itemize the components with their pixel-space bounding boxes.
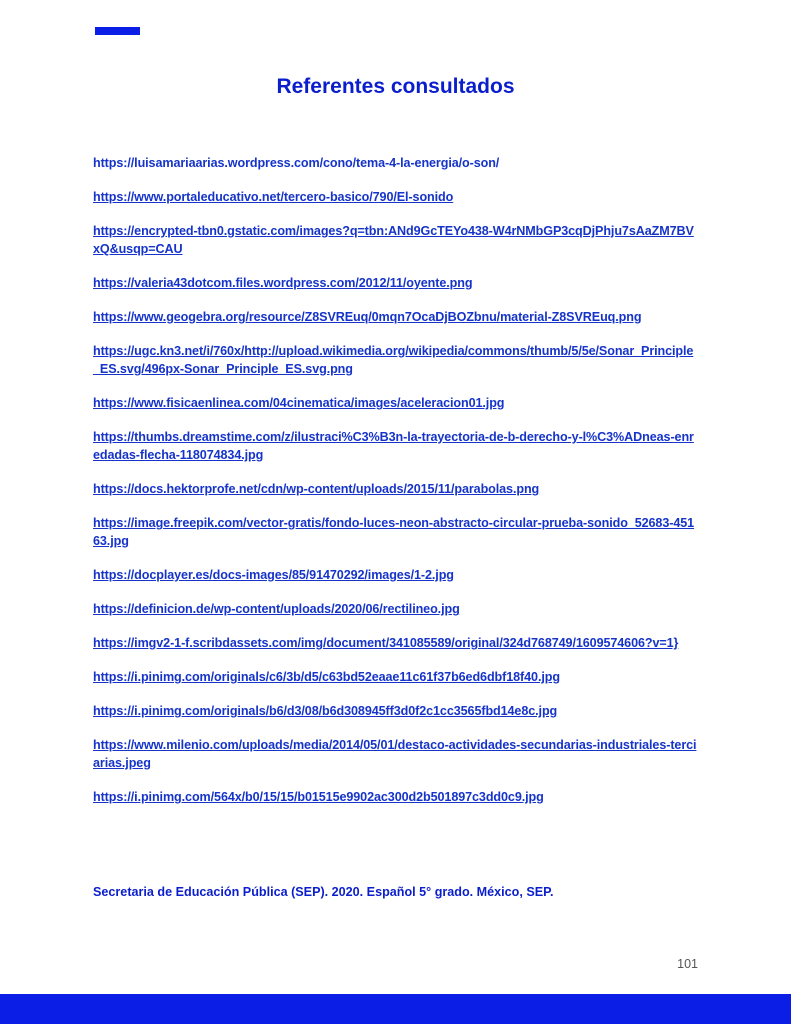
page-title: Referentes consultados [276,75,515,98]
reference-link[interactable]: https://thumbs.dreamstime.com/z/ilustraci%C3%B3n-la-trayectoria-de-b-derecho-y-l%C3%ADneas-enredadas-flecha-118074834.jpg [93,430,694,462]
list-item [93,428,698,464]
reference-link[interactable]: https://definicion.de/wp-content/uploads/2020/06/rectilineo.jpg [93,602,460,616]
reference-link[interactable]: https://valeria43dotcom.files.wordpress.com/2012/11/oyente.png [93,276,473,290]
list-item [93,188,698,206]
reference-list [93,154,698,822]
reference-link[interactable]: https://www.portaleducativo.net/tercero-basico/790/El-sonido [93,190,454,204]
list-item [93,702,698,720]
list-item [93,600,698,618]
bottom-accent-bar [0,994,791,1024]
reference-link[interactable]: https://luisamariaarias.wordpress.com/cono/tema-4-la-energia/o-son/ [93,156,500,170]
list-item [93,342,698,378]
reference-link[interactable]: https://encrypted-tbn0.gstatic.com/images?q=tbn:ANd9GcTEYo438-W4rNMbGP3cqDjPhju7sAaZM7BVxQ&usqp=CAU [93,224,694,256]
page-number: 101 [677,957,698,971]
reference-link[interactable]: https://docplayer.es/docs-images/85/91470292/images/1-2.jpg [93,568,454,582]
list-item [93,634,698,652]
list-item [93,566,698,584]
list-item [93,480,698,498]
reference-link[interactable]: https://imgv2-1-f.scribdassets.com/img/document/341085589/original/324d768749/1609574606?v=1} [93,636,679,650]
reference-link[interactable]: https://image.freepik.com/vector-gratis/fondo-luces-neon-abstracto-circular-prueba-sonido_52683-45163.jpg [93,516,695,548]
reference-link[interactable]: https://www.milenio.com/uploads/media/2014/05/01/destaco-actividades-secundarias-industriales-terciarias.jpeg [93,738,697,770]
reference-link[interactable]: https://i.pinimg.com/originals/b6/d3/08/b6d308945ff3d0f2c1cc3565fbd14e8c.jpg [93,704,558,718]
reference-link[interactable]: https://i.pinimg.com/originals/c6/3b/d5/c63bd52eaae11c61f37b6ed6dbf18f40.jpg [93,670,560,684]
reference-link[interactable]: https://docs.hektorprofe.net/cdn/wp-content/uploads/2015/11/parabolas.png [93,482,540,496]
list-item [93,514,698,550]
list-item [93,668,698,686]
list-item [93,222,698,258]
list-item [93,394,698,412]
list-item [93,736,698,772]
list-item [93,788,698,806]
list-item [93,308,698,326]
reference-link[interactable]: https://www.fisicaenlinea.com/04cinematica/images/aceleracion01.jpg [93,396,505,410]
reference-link[interactable]: https://www.geogebra.org/resource/Z8SVREuq/0mqn7OcaDjBOZbnu/material-Z8SVREuq.png [93,310,642,324]
bibliographic-citation: Secretaria de Educación Pública (SEP). 2020. Español 5° grado. México, SEP. [93,885,554,899]
list-item [93,154,698,172]
top-accent-bar [95,27,140,35]
reference-link[interactable]: https://ugc.kn3.net/i/760x/http://upload.wikimedia.org/wikipedia/commons/thumb/5/5e/Sonar_Principle_ES.svg/496px-Sonar_Principle_ES.svg.png [93,344,694,376]
list-item [93,274,698,292]
reference-link[interactable]: https://i.pinimg.com/564x/b0/15/15/b01515e9902ac300d2b501897c3dd0c9.jpg [93,790,544,804]
